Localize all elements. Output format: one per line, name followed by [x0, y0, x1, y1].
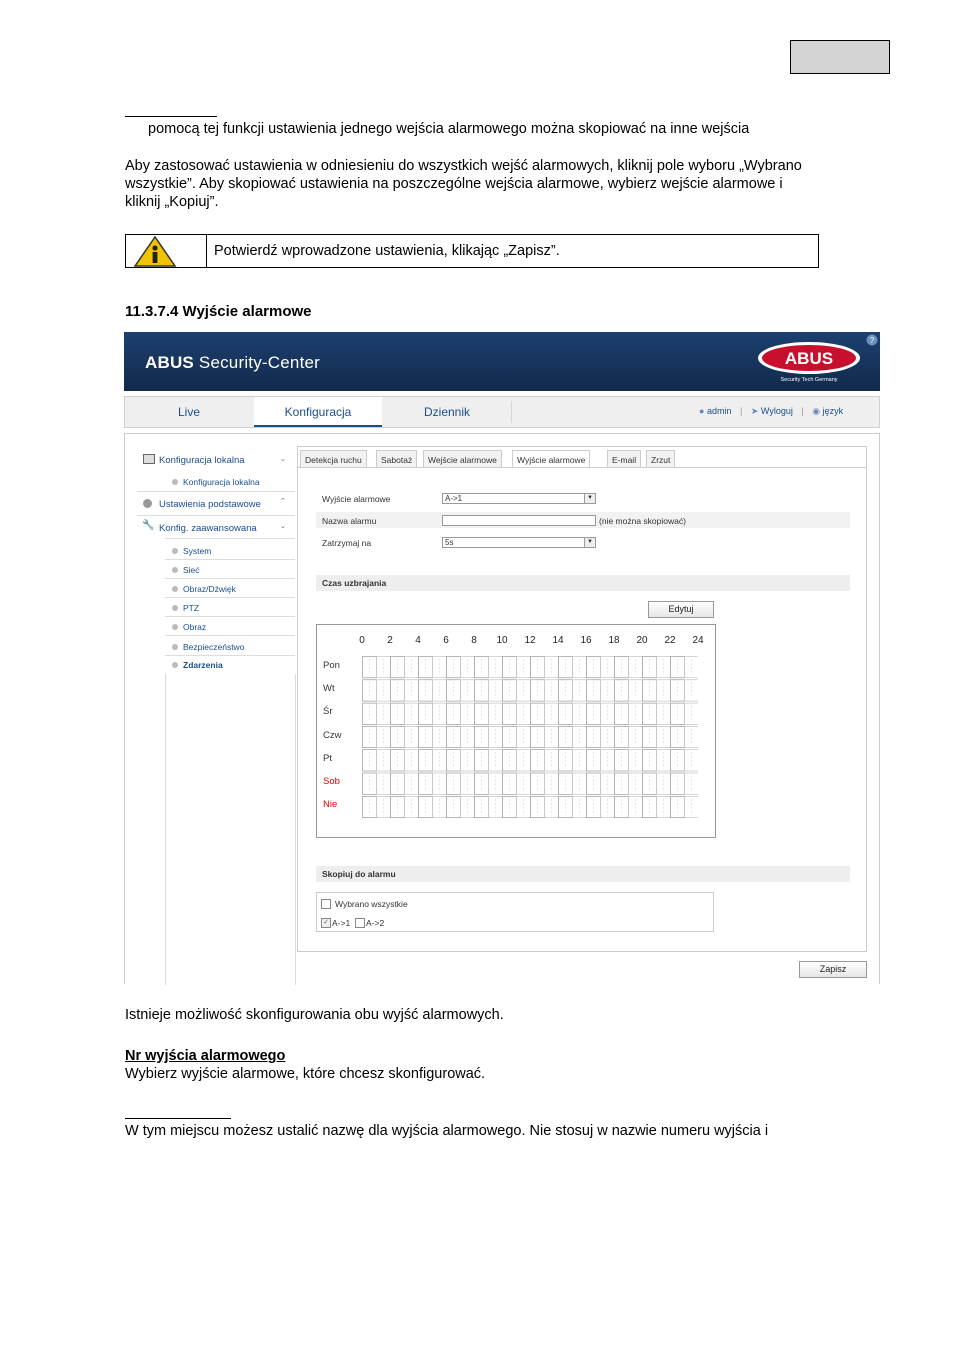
sidebar-local-config[interactable]: Konfiguracja lokalna: [159, 455, 245, 466]
copy-target-checkbox-1[interactable]: ✓: [321, 918, 331, 928]
sidebar-basic-settings[interactable]: Ustawienia podstawowe: [159, 499, 261, 510]
abus-logo: [756, 340, 862, 384]
config-area: [124, 433, 880, 984]
select-all-checkbox[interactable]: [321, 899, 331, 909]
copy-target-label-2: A->2: [366, 918, 385, 928]
logout-link[interactable]: Wyloguj: [760, 406, 793, 416]
tab-snapshot[interactable]: Zrzut: [646, 450, 675, 468]
para-copy-function: pomocą tej funkcji ustawienia jednego wejścia alarmowego można skopiować na inne wejścia: [148, 121, 750, 137]
section-heading: 11.3.7.4 Wyjście alarmowe: [125, 303, 312, 320]
chevron-up-icon: ⌃: [280, 498, 286, 505]
subsection-title: Nr wyjścia alarmowego: [125, 1048, 286, 1064]
hour-tick: 20: [636, 635, 648, 646]
security-center-screenshot: [124, 332, 880, 984]
language-link[interactable]: język: [822, 406, 844, 416]
chevron-down-icon: ⌄: [280, 523, 286, 530]
sidebar-divider: [137, 491, 295, 492]
arming-time-section: Czas uzbrajania: [316, 575, 850, 591]
warning-info-icon: [126, 235, 206, 267]
save-button[interactable]: Zapisz: [799, 961, 867, 978]
day-label-weekend: Nie: [323, 799, 338, 810]
sidebar-sub-events[interactable]: Zdarzenia: [183, 660, 223, 670]
notice-icon-cell: [126, 235, 207, 267]
sidebar-divider: [165, 655, 295, 656]
tab-motion-detection[interactable]: Detekcja ruchu: [300, 450, 367, 468]
sidebar-divider: [165, 616, 295, 617]
copy-to-alarm-section: Skopiuj do alarmu: [316, 866, 850, 882]
notice-box: [125, 234, 819, 268]
select-all-label: Wybrano wszystkie: [335, 899, 408, 909]
sidebar-sub-network[interactable]: Sieć: [183, 565, 200, 575]
globe-icon: ◉: [812, 406, 821, 416]
sidebar-divider: [165, 578, 295, 579]
hour-tick: 2: [387, 635, 393, 646]
sidebar-sub-image-sound[interactable]: Obraz/Dźwięk: [183, 584, 236, 594]
para-select-output: Wybierz wyjście alarmowe, które chcesz skonfigurować.: [125, 1066, 486, 1082]
edit-button[interactable]: Edytuj: [648, 601, 714, 618]
delay-select[interactable]: 5s ▼: [442, 537, 596, 548]
day-label: Pt: [323, 753, 332, 764]
copy-box: [316, 892, 714, 932]
notice-text: Potwierdź wprowadzone ustawienia, klikając „Zapisz”.: [214, 243, 560, 259]
tab-alarm-output[interactable]: Wyjście alarmowe: [512, 450, 590, 468]
hour-tick: 18: [608, 635, 620, 646]
tab-alarm-input[interactable]: Wejście alarmowe: [423, 450, 502, 468]
copy-target-checkbox-2[interactable]: [355, 918, 365, 928]
sidebar-sub-ptz[interactable]: PTZ: [183, 603, 200, 613]
svg-text:ABUS: ABUS: [784, 349, 834, 368]
sidebar-divider: [165, 635, 295, 636]
sidebar-sub-image[interactable]: Obraz: [183, 622, 207, 632]
sidebar-divider: [165, 597, 295, 598]
day-label: Czw: [323, 730, 342, 741]
dropdown-arrow-icon: ▼: [584, 494, 595, 503]
hour-tick: 24: [692, 635, 704, 646]
sidebar-local-config-sub[interactable]: Konfiguracja lokalna: [183, 477, 260, 487]
content-panel: [297, 446, 867, 952]
schedule-grid[interactable]: [316, 624, 716, 838]
hour-tick: 0: [359, 635, 365, 646]
delay-label: Zatrzymaj na: [322, 538, 372, 548]
help-icon[interactable]: [866, 334, 878, 346]
sidebar-divider: [165, 559, 295, 560]
hour-tick: 4: [415, 635, 421, 646]
para-select-all-line3: kliknij „Kopiuj”.: [125, 194, 219, 210]
sidebar-vertical-line: [165, 674, 166, 985]
alarm-name-note: (nie można skopiować): [599, 516, 686, 526]
svg-text:Security Tech Germany: Security Tech Germany: [780, 377, 838, 383]
hour-tick: 14: [552, 635, 564, 646]
app-banner: [124, 332, 880, 391]
copy-target-label-1: A->1: [332, 918, 351, 928]
hour-tick: 6: [443, 635, 449, 646]
sidebar-divider: [165, 538, 295, 539]
tab-tamper[interactable]: Sabotaż: [376, 450, 417, 468]
nav-divider: [511, 401, 512, 423]
wrench-icon: 🔧: [142, 520, 155, 531]
alarm-name-label: Nazwa alarmu: [322, 516, 377, 526]
para-select-all-line1: Aby zastosować ustawienia w odniesieniu do wszystkich wejść alarmowych, kliknij pole wyboru „Wybrano: [125, 158, 802, 174]
sidebar-sub-security[interactable]: Bezpieczeństwo: [183, 642, 245, 652]
sidebar-sub-system[interactable]: System: [183, 546, 212, 556]
hour-tick: 12: [524, 635, 536, 646]
hour-tick: 10: [496, 635, 508, 646]
tab-email[interactable]: E-mail: [607, 450, 641, 468]
admin-link[interactable]: admin: [706, 406, 732, 416]
alarm-name-input[interactable]: [442, 515, 596, 526]
hidden-heading-underline: [125, 1118, 231, 1119]
monitor-icon: [143, 454, 155, 464]
hour-tick: 16: [580, 635, 592, 646]
tab-divider: [298, 467, 866, 468]
sidebar-advanced-config[interactable]: Konfig. zaawansowana: [159, 523, 257, 534]
chevron-down-icon: ⌄: [280, 456, 286, 463]
hidden-heading-underline: [125, 116, 217, 117]
user-links: ● admin | ➤ Wyloguj | ◉ język: [699, 406, 844, 416]
para-select-all-line2: wszystkie”. Aby skopiować ustawienia na poszczególne wejścia alarmowe, wybierz wejście alarmowe i: [125, 176, 783, 192]
alarm-output-select[interactable]: A->1 ▼: [442, 493, 596, 504]
user-icon: ●: [699, 406, 705, 416]
alarm-output-label: Wyjście alarmowe: [322, 494, 391, 504]
hour-tick: 8: [471, 635, 477, 646]
day-label: Wt: [323, 683, 335, 694]
day-label-weekend: Sob: [323, 776, 340, 787]
sidebar-divider: [137, 515, 295, 516]
para-output-name: W tym miejscu możesz ustalić nazwę dla wyjścia alarmowego. Nie stosuj w nazwie numeru wyjścia i: [125, 1123, 769, 1139]
gear-icon: [143, 499, 152, 508]
dropdown-arrow-icon: ▼: [584, 538, 595, 547]
logout-icon: ➤: [750, 406, 759, 416]
schedule-cells[interactable]: [362, 656, 698, 818]
svg-text:?: ?: [869, 336, 875, 345]
nav-live[interactable]: Live: [177, 405, 200, 419]
sidebar-vertical-line: [295, 674, 296, 985]
day-label: Śr: [323, 706, 333, 717]
header-box: [790, 40, 890, 74]
hour-tick: 22: [664, 635, 676, 646]
nav-log[interactable]: Dziennik: [423, 405, 471, 419]
main-nav: [124, 396, 880, 428]
para-both-outputs: Istnieje możliwość skonfigurowania obu wyjść alarmowych.: [125, 1007, 504, 1023]
day-label: Pon: [323, 660, 340, 671]
brand-title: ABUS Security-Center: [145, 353, 321, 372]
nav-configuration[interactable]: Konfiguracja: [254, 397, 382, 427]
